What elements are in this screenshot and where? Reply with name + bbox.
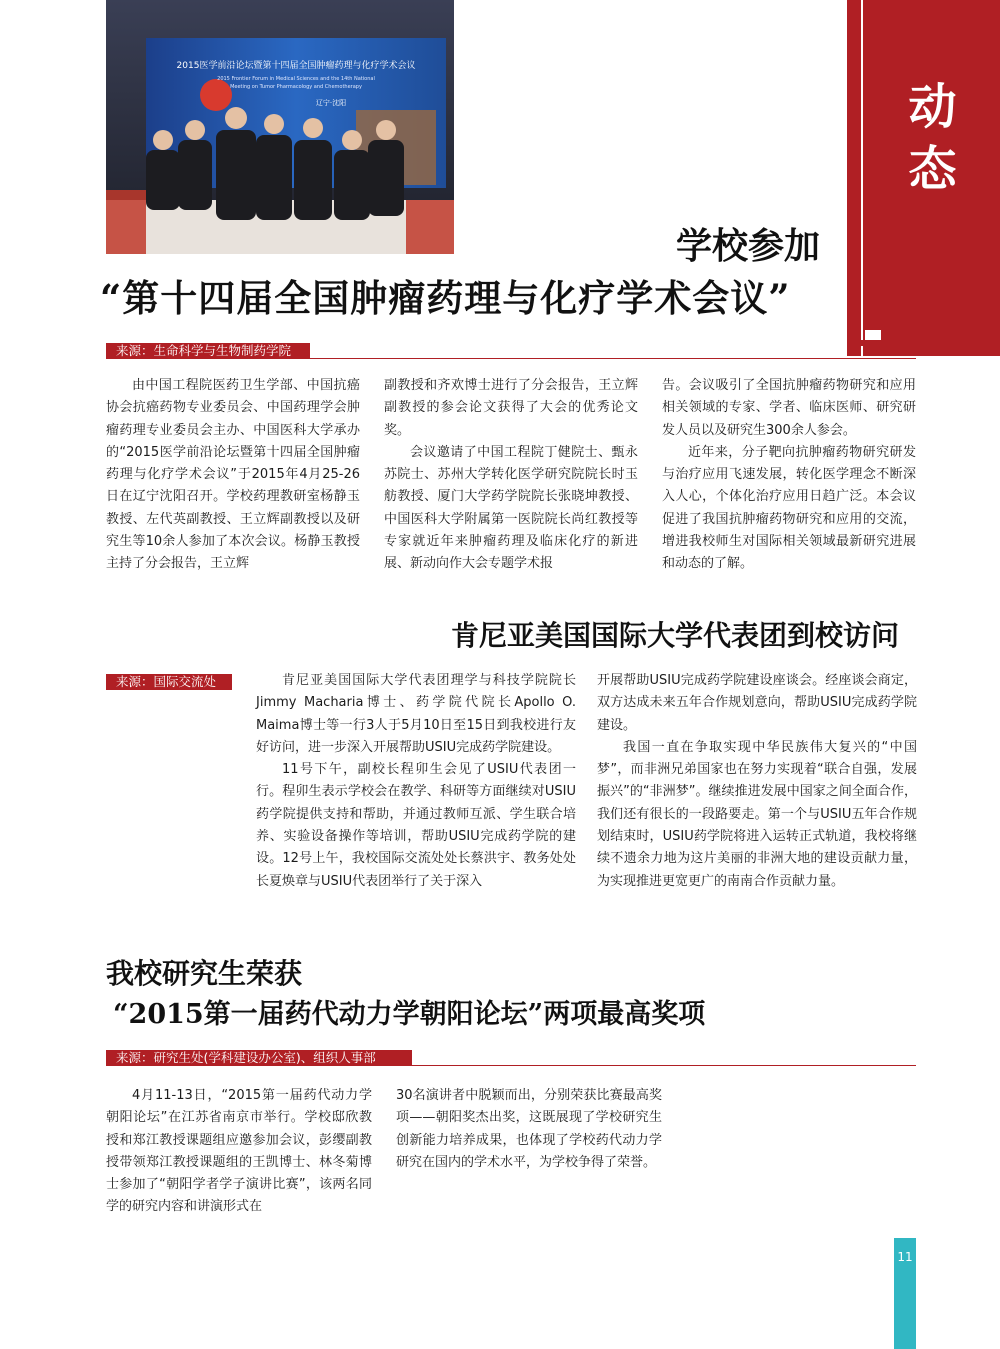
article2-paragraph1: 肯尼亚美国国际大学代表团理学与科技学院院长Jimmy Macharia博士、药学院代院长Apollo O. Maima博士等一行3人于5月10日至15日到我校进行友好访问，进一步深入开展帮助USIU完成药学院建设。 xyxy=(256,673,576,755)
article3-column1 xyxy=(106,1085,372,1219)
page-number: 11 xyxy=(897,1250,913,1264)
article2-paragraph2: 11号下午，副校长程卯生会见了USIU代表团一行。程卯生表示学校会在教学、科研等方面继续对USIU药学院提供支持和帮助，并通过教师互派、学生联合培养、实验设备操作等培训，帮助USIU完成药学院的建设。12号上午，我校国际交流处处长蔡洪宇、教务处处长夏焕章与USIU代表团举行了关于深入 xyxy=(256,762,576,889)
photo-banner-place: 辽宁·沈阳 xyxy=(315,99,347,107)
section-label-line1: 动 xyxy=(908,79,957,135)
article3-title-line2: “2015第一届药代动力学朝阳论坛”两项最高奖项 xyxy=(113,999,706,1030)
article1-column1 xyxy=(106,375,360,576)
section-rule xyxy=(854,340,1000,346)
conference-photo xyxy=(106,0,454,254)
article2-source: 来源：国际交流处 xyxy=(106,674,232,690)
section-tab xyxy=(847,0,1000,356)
photo-banner-line3: Meeting on Tumor Pharmacology and Chemotherapy xyxy=(230,84,362,90)
photo-banner-line2: 2015 Frontier Forum in Medical Sciences and the 14th National xyxy=(217,76,375,82)
article1-source-rule xyxy=(106,358,916,359)
page-number-bar xyxy=(894,1238,916,1349)
section-label xyxy=(863,76,1000,200)
article3-source: 来源：研究生处(学科建设办公室)、组织人事部 xyxy=(106,1050,412,1066)
article1-paragraph2-continued: 告。会议吸引了全国抗肿瘤药物研究和应用相关领域的专家、学者、临床医师、研究研发人员以及研究生300余人参会。 xyxy=(662,378,916,438)
article2-source-rule xyxy=(106,689,232,690)
article2-column1 xyxy=(256,670,576,893)
section-label-line2: 态 xyxy=(908,141,957,197)
article1-column3 xyxy=(662,375,916,576)
article1-title-line1: 学校参加 xyxy=(676,225,821,267)
article3-title-line1: 我校研究生荣获 xyxy=(106,957,303,990)
article1-paragraph2: 会议邀请了中国工程院丁健院士、甄永苏院士、苏州大学转化医学研究院院长时玉舫教授、厦门大学药学院院长张晓坤教授、中国医科大学附属第一医院院长尚红教授等专家就近年来肿瘤药理及临床化疗的新进展、新动向作大会专题学术报 xyxy=(384,444,638,572)
conference-photo-graphic xyxy=(106,0,454,254)
article1-paragraph1-continued: 副教授和齐欢博士进行了分会报告，王立辉副教授的参会论文获得了大会的优秀论文奖。 xyxy=(384,378,638,438)
article1-paragraph3: 近年来，分子靶向抗肿瘤药物研究研发与治疗应用飞速发展，转化医学理念不断深入人心，个体化治疗应用日趋广泛。本会议促进了我国抗肿瘤药物研究和应用的交流，增进我校师生对国际相关领域最新研究进展和动态的了解。 xyxy=(662,444,916,572)
photo-banner-line1: 2015医学前沿论坛暨第十四届全国肿瘤药理与化疗学术会议 xyxy=(176,61,416,71)
article2-paragraph2-continued: 开展帮助USIU完成药学院建设座谈会。经座谈会商定，双方达成未来五年合作规划意向，帮助USIU完成药学院建设。 xyxy=(597,673,917,733)
article3-source-rule xyxy=(106,1065,916,1066)
article3-paragraph1-continued: 30名演讲者中脱颖而出，分别荣获比赛最高奖项——朝阳奖杰出奖，这既展现了学校研究生创新能力培养成果，也体现了学校药代动力学研究在国内的学术水平，为学校争得了荣誉。 xyxy=(396,1088,662,1170)
article1-column2 xyxy=(384,375,638,576)
article3-paragraph1: 4月11-13日，“2015第一届药代动力学朝阳论坛”在江苏省南京市举行。学校邸欣教授和郑江教授课题组应邀参加会议，彭缨副教授带领郑江教授课题组的王凯博士、林冬菊博士参加了“朝阳学者学子演讲比赛”，该两名同学的研究内容和讲演形式在 xyxy=(106,1088,372,1215)
article1-paragraph1: 由中国工程院医药卫生学部、中国抗癌协会抗癌药物专业委员会、中国药理学会肿瘤药理专业委员会主办、中国医科大学承办的“2015医学前沿论坛暨第十四届全国肿瘤药理与化疗学术会议”于2015年4月25-26日在辽宁沈阳召开。学校药理教研室杨静玉教授、左代英副教授、王立辉副教授以及研究生等10余人参加了本次会议。杨静玉教授主持了分会报告，王立辉 xyxy=(106,378,360,572)
article1-title-line2: “第十四届全国肿瘤药理与化疗学术会议” xyxy=(100,276,791,320)
article3-column2 xyxy=(396,1085,662,1174)
article1-source: 来源：生命科学与生物制药学院 xyxy=(106,343,310,359)
article2-column2 xyxy=(597,670,917,893)
article2-paragraph3: 我国一直在争取实现中华民族伟大复兴的“中国梦”，而非洲兄弟国家也在努力实现着“联合自强，发展振兴”的“非洲梦”。继续推进发展中国家之间全面合作，我们还有很长的一段路要走。第一个与USIU五年合作规划结束时，USIU药学院将进入运转正式轨道，我校将继续不遗余力地为这片美丽的非洲大地的建设贡献力量，为实现推进更宽更广的南南合作贡献力量。 xyxy=(597,739,917,889)
article2-title: 肯尼亚美国国际大学代表团到校访问 xyxy=(451,619,900,652)
